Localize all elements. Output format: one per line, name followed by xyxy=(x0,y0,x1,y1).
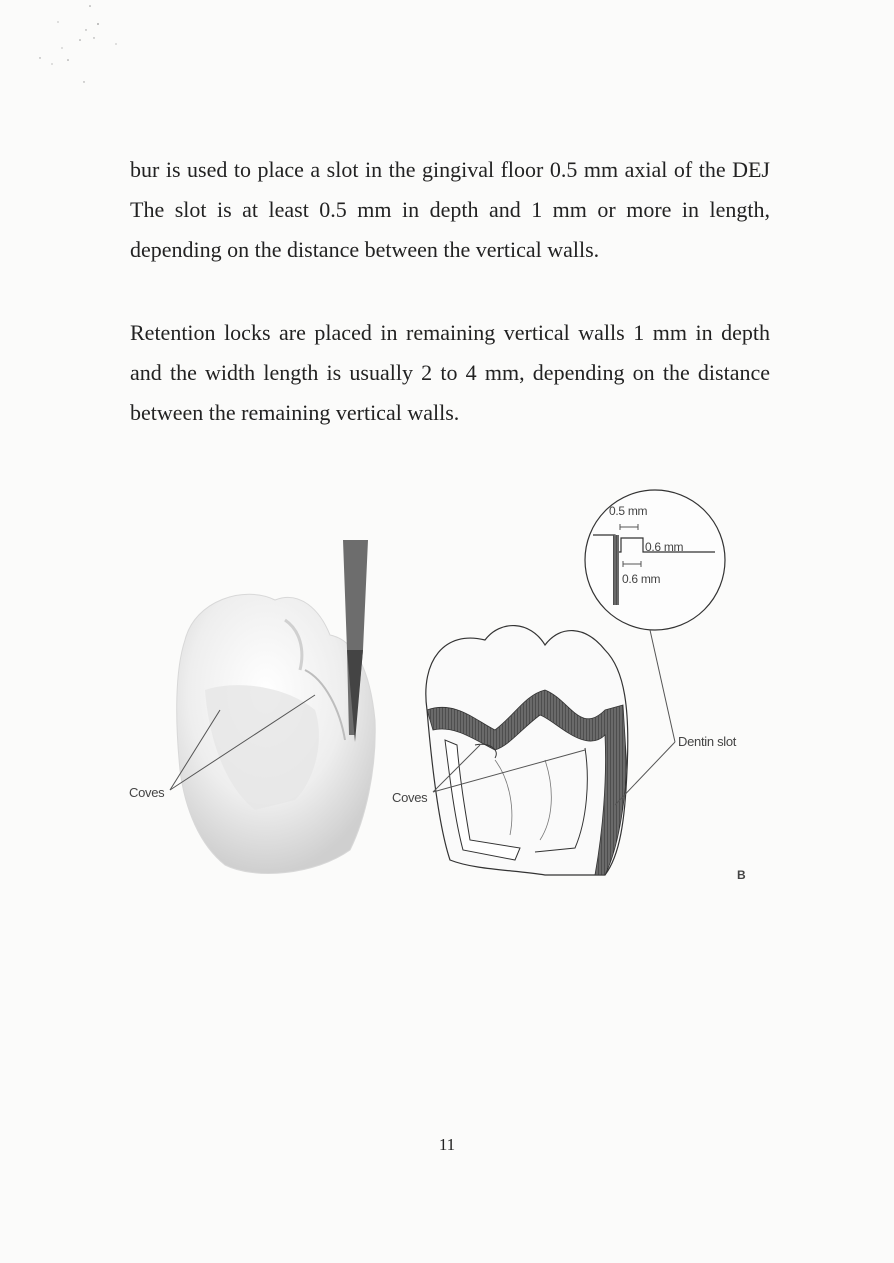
left-tooth xyxy=(177,594,376,873)
paragraph-slot-description: bur is used to place a slot in the gingival floor 0.5 mm axial of the DEJ The slot is at least 0.5 mm in depth and 1 mm or more in length, depending on the distance between the vertical walls. xyxy=(130,157,770,262)
dentin-slot-label: Dentin slot xyxy=(678,734,737,749)
inset-width-label: 0.5 mm xyxy=(609,504,648,518)
inset-magnification xyxy=(585,490,725,630)
paragraph-retention-locks: Retention locks are placed in remaining vertical walls 1 mm in depth and the width length is usually 2 to 4 mm, depending on the distance between the remaining vertical walls. xyxy=(130,320,770,425)
right-tooth-diagram xyxy=(426,626,628,875)
left-coves-label: Coves xyxy=(129,785,165,800)
dental-preparation-figure xyxy=(115,480,775,900)
inset-depth-label: 0.6 mm xyxy=(645,540,684,554)
panel-letter-label: B xyxy=(737,868,746,882)
inset-bottom-label: 0.6 mm xyxy=(622,572,661,586)
page-number: 11 xyxy=(438,1135,456,1154)
right-coves-label: Coves xyxy=(392,790,428,805)
scan-specks xyxy=(20,0,130,100)
